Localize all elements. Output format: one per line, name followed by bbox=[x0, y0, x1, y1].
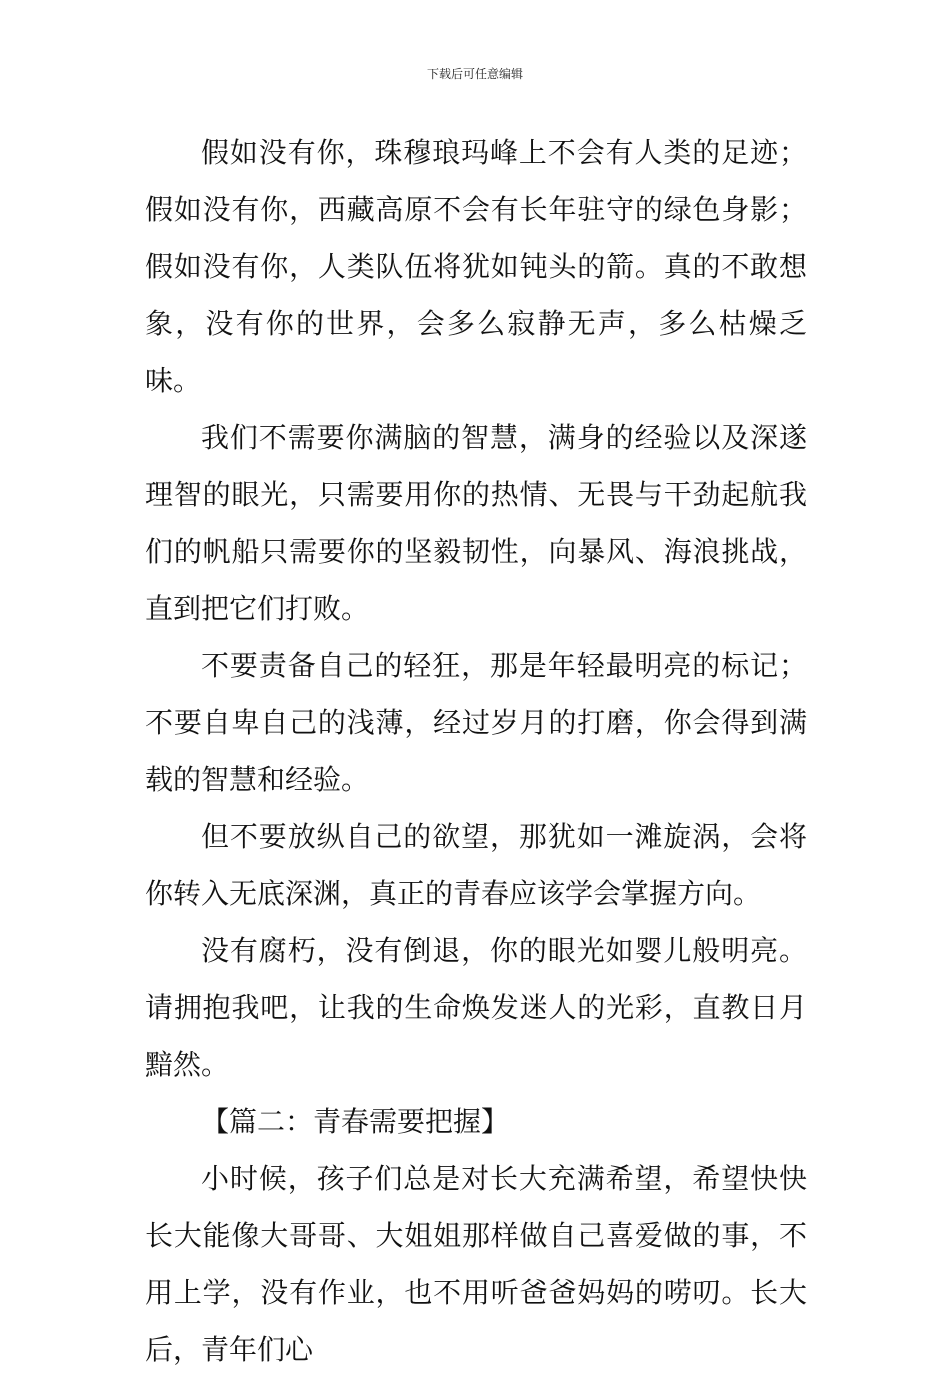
section-heading: 【篇二：青春需要把握】 bbox=[201, 1105, 510, 1138]
document-body bbox=[145, 124, 807, 1378]
paragraph: 但不要放纵自己的欲望，那犹如一滩旋涡，会将你转入无底深渊，真正的青春应该学会掌握方向。 bbox=[145, 820, 807, 910]
paragraph: 没有腐朽，没有倒退，你的眼光如婴儿般明亮。请拥抱我吧，让我的生命焕发迷人的光彩，直教日月黯然。 bbox=[145, 934, 807, 1081]
paragraph: 假如没有你，珠穆琅玛峰上不会有人类的足迹；假如没有你，西藏高原不会有长年驻守的绿色身影；假如没有你，人类队伍将犹如钝头的箭。真的不敢想象，没有你的世界，会多么寂静无声，多么枯燥乏味。 bbox=[145, 136, 807, 397]
paragraph: 小时候，孩子们总是对长大充满希望，希望快快长大能像大哥哥、大姐姐那样做自己喜爱做的事，不用上学，没有作业，也不用听爸爸妈妈的唠叨。长大后，青年们心 bbox=[145, 1162, 807, 1366]
page-header: 下载后可任意编辑 bbox=[426, 67, 523, 81]
paragraph: 我们不需要你满脑的智慧，满身的经验以及深遂理智的眼光，只需要用你的热情、无畏与干劲起航我们的帆船只需要你的坚毅韧性，向暴风、海浪挑战，直到把它们打败。 bbox=[145, 421, 807, 625]
paragraph: 不要责备自己的轻狂，那是年轻最明亮的标记；不要自卑自己的浅薄，经过岁月的打磨，你会得到满载的智慧和经验。 bbox=[145, 649, 807, 796]
